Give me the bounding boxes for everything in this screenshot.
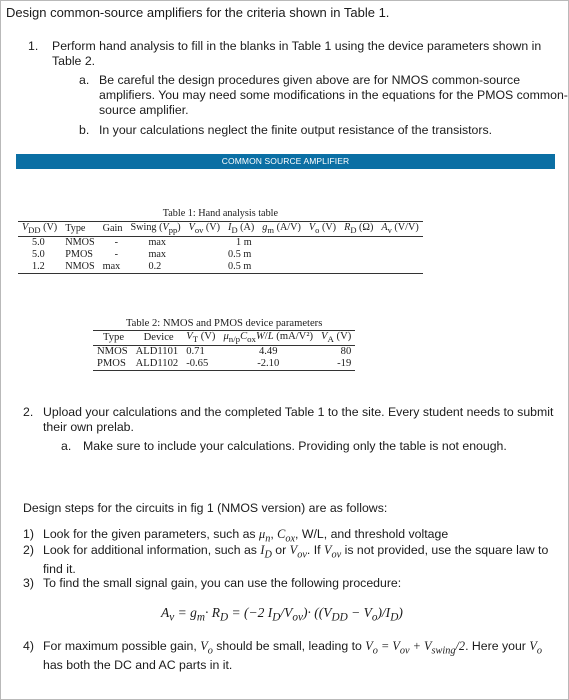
design-step-4-text: For maximum possible gain, $V_o$ should be small, leading to $V_o = V_{ov} + V_{swing}/2$. Here your $V_o$ has both the DC and AC parts in it. xyxy=(43,639,542,673)
table-cell: 0.5 m xyxy=(228,249,252,261)
table-cell xyxy=(258,237,305,250)
table-cell: ALD1101 xyxy=(135,346,179,358)
design-step-1-number: 1) xyxy=(23,527,34,541)
col-swing: Swing $(V_{pp})$ xyxy=(126,222,184,237)
table-cell: 1.2 xyxy=(18,261,61,274)
table-cell: NMOS xyxy=(65,237,95,249)
device-parameters-table xyxy=(93,318,355,371)
gain-formula: $A_v = g_m\cdot R_D = (-2$ $I_D/V_{ov})\cdot ((V_{DD} - V_o)/I_D)$ xyxy=(161,605,403,624)
col-id: $I_D$ (A) xyxy=(224,222,258,237)
col-gm: $g_m$ (A/V) xyxy=(258,222,305,237)
col-vdd: $V_{DD}$ (V) xyxy=(18,222,61,237)
table-cell: NMOS xyxy=(61,261,98,274)
step-2-text: Upload your calculations and the completed Table 1 to the site. Every student needs to submit their own prelab. xyxy=(43,405,554,434)
step-1b-text: In your calculations neglect the finite output resistance of the transistors. xyxy=(99,123,493,137)
design-step-2-number: 2) xyxy=(23,543,34,557)
step-2a-label: a. xyxy=(61,439,72,453)
table-cell xyxy=(258,261,305,274)
col-rd: $R_D$ (Ω) xyxy=(340,222,377,237)
table-cell: max xyxy=(148,249,167,261)
design-step-3-text: To find the small signal gain, you can use the following procedure: xyxy=(43,576,402,590)
table-cell: 5.0 xyxy=(32,237,45,249)
table-cell: -2.10 xyxy=(219,358,317,371)
step-1-text: Perform hand analysis to fill in the blanks in Table 1 using the device parameters shown in Table 2. xyxy=(52,39,542,68)
table-cell xyxy=(185,237,224,250)
col-gain: Gain xyxy=(99,222,127,237)
table-row xyxy=(18,249,423,261)
col-vt: $V_T$ (V) xyxy=(182,331,219,346)
col-av: $A_v$ (V/V) xyxy=(377,222,422,237)
table-cell xyxy=(305,261,340,274)
table-cell: - xyxy=(114,237,119,249)
step-1b-label: b. xyxy=(79,123,90,137)
col-vov: $V_{ov}$ (V) xyxy=(185,222,224,237)
col-kprime: $\mu_{n/p}C_{ox}W/L$ (mA/V²) xyxy=(219,331,317,346)
table-cell: 0.2 xyxy=(126,261,184,274)
table-row xyxy=(18,237,423,250)
table-cell xyxy=(305,237,340,250)
table-2-caption: Table 2: NMOS and PMOS device parameters xyxy=(125,318,323,329)
table-cell: NMOS xyxy=(97,346,128,358)
table-cell: PMOS xyxy=(65,249,93,261)
table-cell: 80 xyxy=(340,346,352,358)
table-cell xyxy=(377,261,422,274)
step-1a-label: a. xyxy=(79,73,90,87)
col-type: Type xyxy=(61,222,98,237)
col-va: $V_A$ (V) xyxy=(317,331,355,346)
design-step-3-number: 3) xyxy=(23,576,34,590)
table-cell xyxy=(340,237,377,250)
table-cell xyxy=(185,249,224,261)
design-intro: Design steps for the circuits in fig 1 (NMOS version) are as follows: xyxy=(23,501,388,515)
section-banner: COMMON SOURCE AMPLIFIER xyxy=(16,154,555,169)
table-cell: PMOS xyxy=(93,358,132,371)
design-step-1-text: Look for the given parameters, such as $\mu_n$, $C_{ox}$, W/L, and threshold voltage xyxy=(43,527,449,545)
table-cell xyxy=(377,249,422,261)
design-step-4-number: 4) xyxy=(23,639,34,653)
table-cell: max xyxy=(99,261,127,274)
table-row xyxy=(93,358,355,371)
col-device: Device xyxy=(132,331,183,346)
table-cell xyxy=(377,237,422,250)
step-2a-text: Make sure to include your calculations. Providing only the table is not enough. xyxy=(83,439,507,453)
col-type: Type xyxy=(93,331,132,346)
table-cell: 1 m xyxy=(236,237,252,249)
table-cell xyxy=(340,249,377,261)
table-cell: 0.5 m xyxy=(224,261,258,274)
table-cell xyxy=(305,249,340,261)
table-cell: max xyxy=(148,237,167,249)
table-cell xyxy=(340,261,377,274)
table-cell: 4.49 xyxy=(258,346,278,358)
col-vo: $V_o$ (V) xyxy=(305,222,340,237)
hand-analysis-table xyxy=(18,208,423,274)
step-1a-text: Be careful the design procedures given above are for NMOS common-source amplifiers. You may need some modifications in the equations for the PMOS common-source amplifier. xyxy=(99,73,568,117)
table-cell xyxy=(185,261,224,274)
design-step-2-text: Look for additional information, such as $I_D$ or $V_{ov}$. If $V_{ov}$ is not provided, use the square law to find it. xyxy=(43,543,549,577)
table-1-caption: Table 1: Hand analysis table xyxy=(162,208,279,219)
step-1-number: 1. xyxy=(28,39,39,53)
table-cell: -0.65 xyxy=(182,358,219,371)
table-cell xyxy=(258,249,305,261)
table-cell: -19 xyxy=(317,358,355,371)
table-cell: 5.0 xyxy=(32,249,45,261)
page-title: Design common-source amplifiers for the criteria shown in Table 1. xyxy=(6,5,390,20)
table-cell: ALD1102 xyxy=(132,358,183,371)
table-cell: - xyxy=(114,249,119,261)
step-2-number: 2. xyxy=(23,405,34,419)
table-row xyxy=(18,261,423,274)
table-row xyxy=(93,346,355,359)
table-cell: 0.71 xyxy=(186,346,205,358)
